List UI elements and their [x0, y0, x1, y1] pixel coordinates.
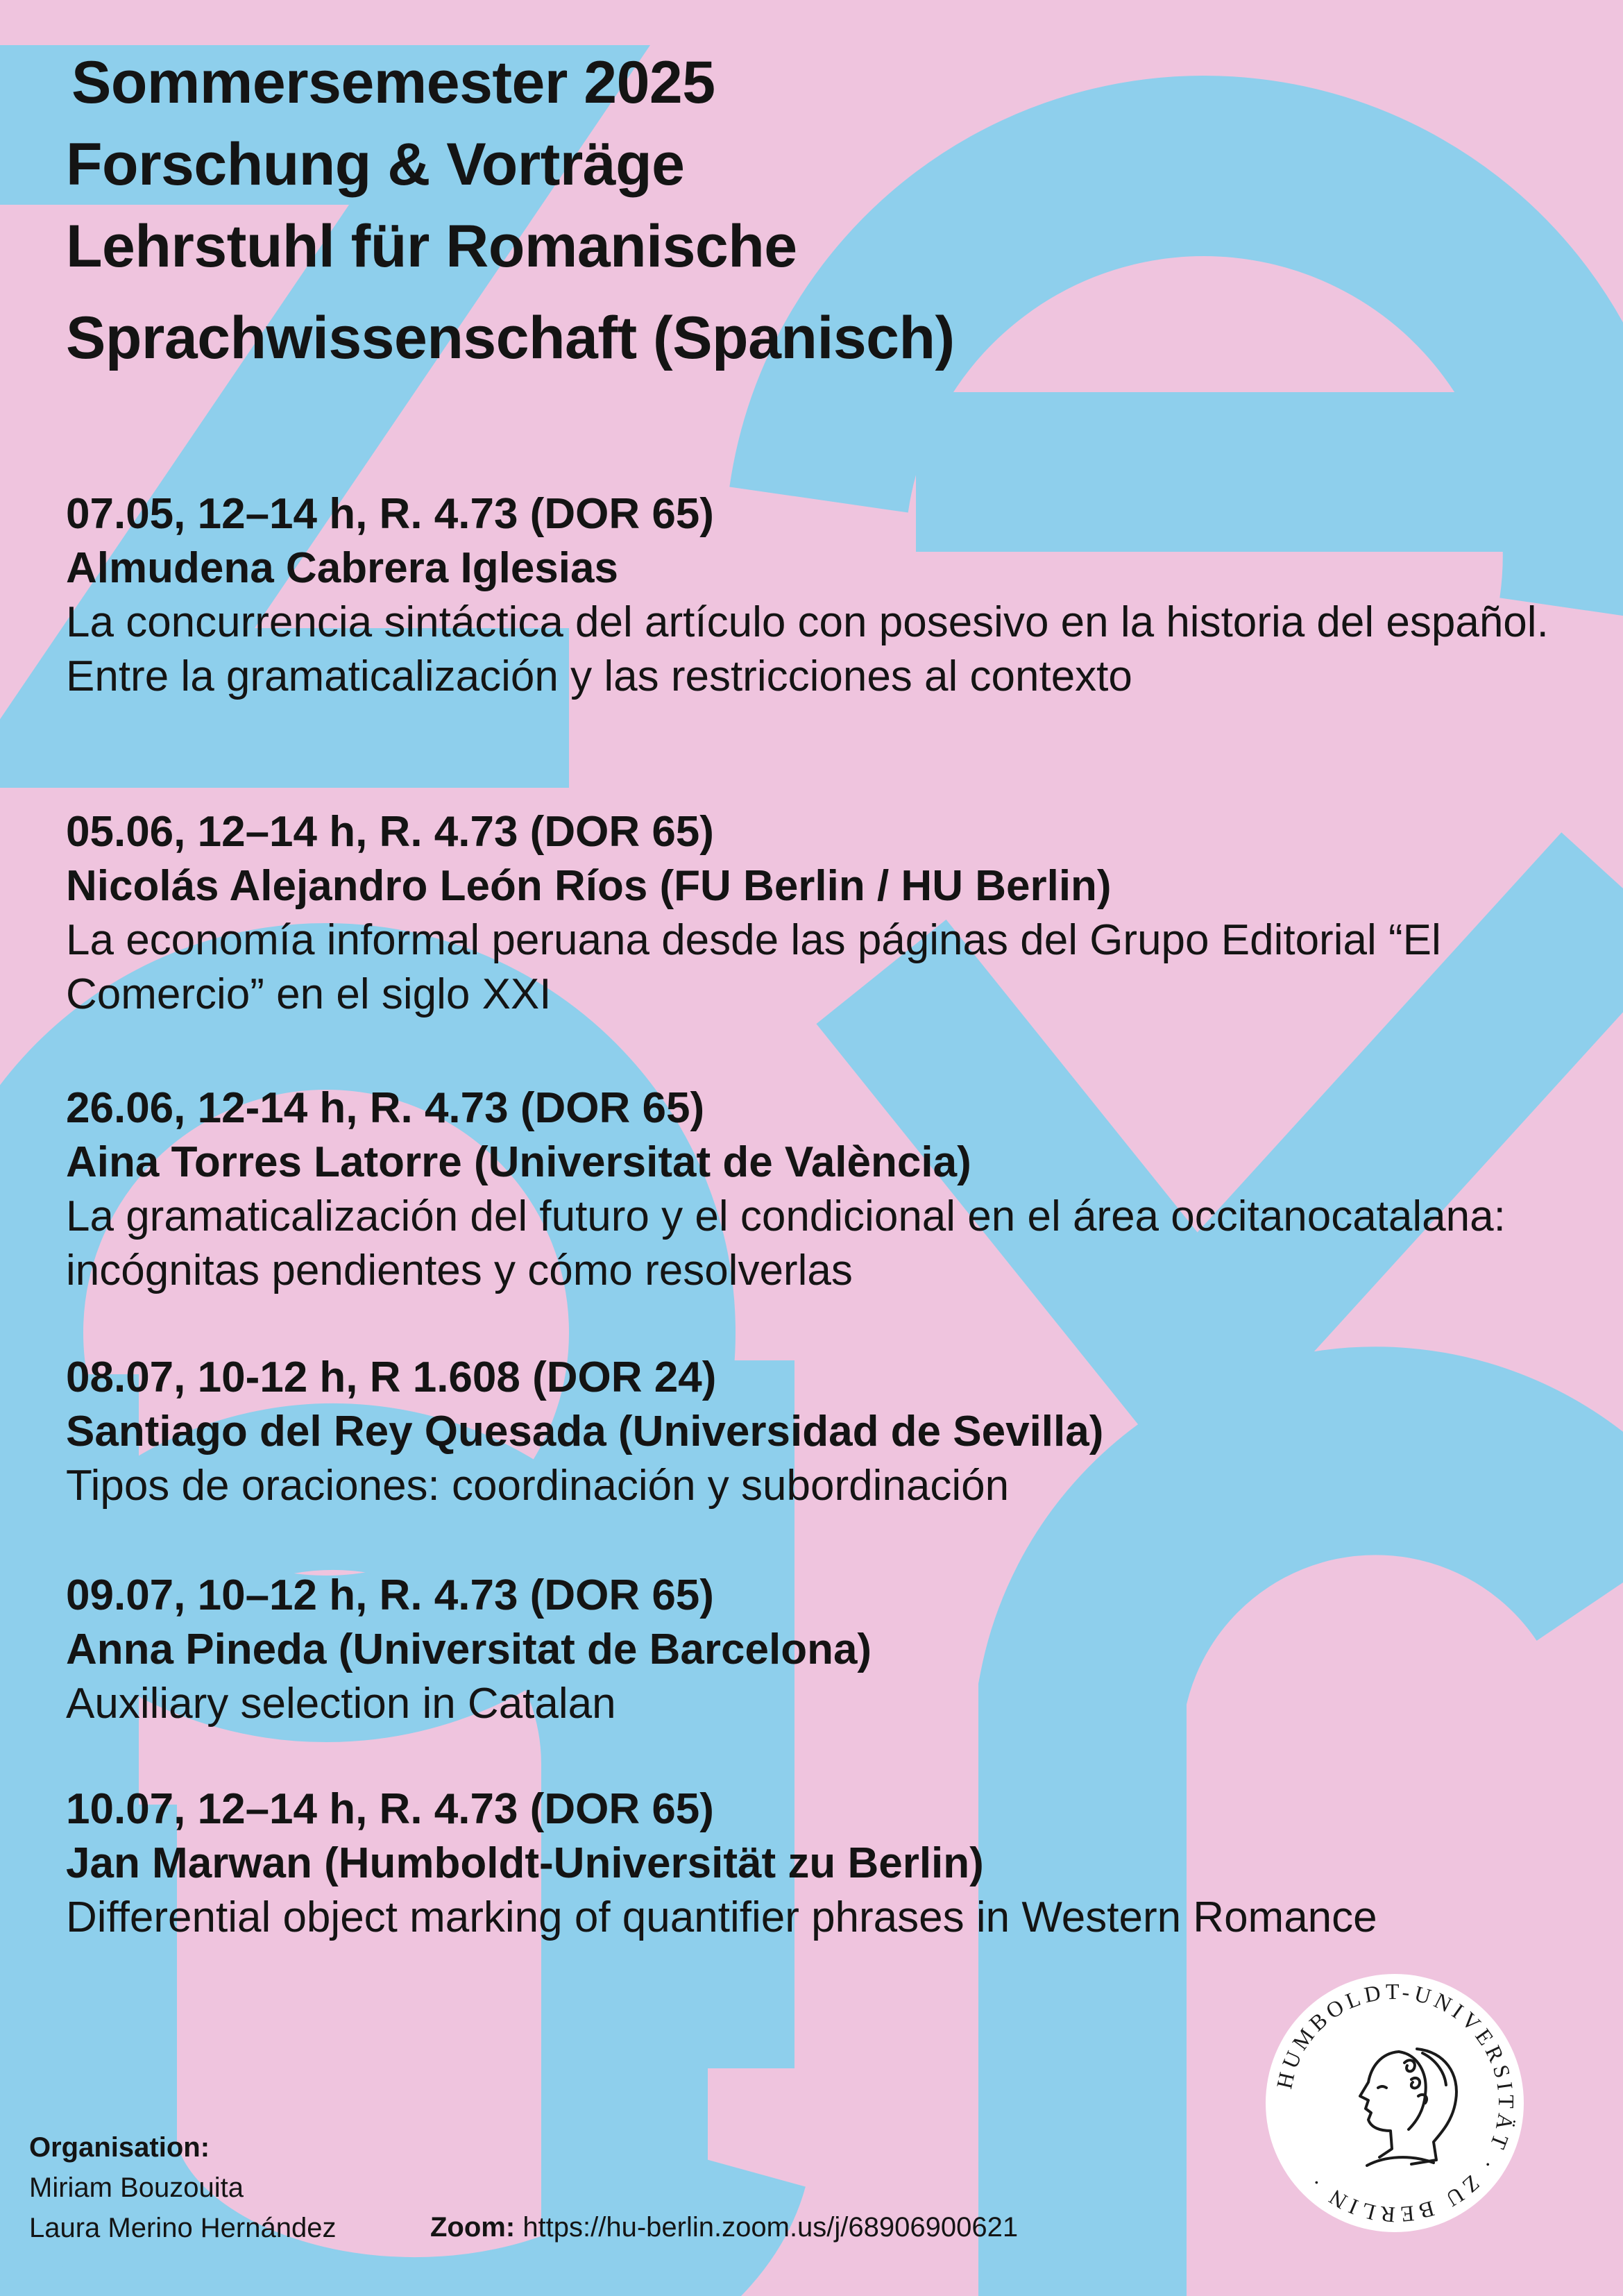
- university-seal: [1263, 1971, 1527, 2235]
- event-item: [66, 805, 1579, 1022]
- event-date-room: 09.07, 10–12 h, R. 4.73 (DOR 65): [66, 1571, 714, 1619]
- event-speaker: Almudena Cabrera Iglesias: [66, 544, 618, 592]
- event-item: [66, 487, 1579, 704]
- event-item: [66, 1569, 1579, 1731]
- event-talk-title: La economía informal peruana desde las páginas del Grupo Editorial “El Comercio” en el siglo XXI: [66, 916, 1441, 1018]
- event-date-room: 07.05, 12–14 h, R. 4.73 (DOR 65): [66, 490, 714, 538]
- event-date-room: 05.06, 12–14 h, R. 4.73 (DOR 65): [66, 808, 714, 856]
- chair-title-line2: Sprachwissenschaft (Spanisch): [66, 305, 955, 371]
- organiser-name: Miriam Bouzouita: [29, 2172, 244, 2203]
- seal-inscription: HUMBOLDT-UNIVERSITÄT · ZU BERLIN ·: [1271, 1978, 1520, 2228]
- series-title: Forschung & Vorträge: [66, 131, 685, 198]
- zoom-link[interactable]: https://hu-berlin.zoom.us/j/68906900621: [522, 2212, 1019, 2243]
- organisation-block: [29, 2127, 336, 2248]
- event-date-room: 08.07, 10-12 h, R 1.608 (DOR 24): [66, 1353, 717, 1401]
- event-talk-title: Differential object marking of quantifier phrases in Western Romance: [66, 1893, 1377, 1941]
- semester-title: Sommersemester 2025: [71, 49, 715, 116]
- event-speaker: Nicolás Alejandro León Ríos (FU Berlin / HU Berlin): [66, 862, 1112, 910]
- poster-title: [66, 42, 955, 379]
- zoom-label: Zoom:: [430, 2212, 516, 2243]
- event-speaker: Aina Torres Latorre (Universitat de València): [66, 1138, 971, 1186]
- organisation-label: Organisation:: [29, 2132, 210, 2163]
- event-date-room: 10.07, 12–14 h, R. 4.73 (DOR 65): [66, 1785, 714, 1833]
- zoom-info: [430, 2207, 1018, 2247]
- event-talk-title: Tipos de oraciones: coordinación y subordinación: [66, 1462, 1010, 1510]
- event-talk-title: Auxiliary selection in Catalan: [66, 1680, 616, 1728]
- event-talk-title: La gramaticalización del futuro y el condicional en el área occitanocatalana: incógnitas pendientes y cómo resolverlas: [66, 1192, 1506, 1294]
- event-date-room: 26.06, 12-14 h, R. 4.73 (DOR 65): [66, 1084, 705, 1132]
- chair-title-line1: Lehrstuhl für Romanische: [66, 213, 797, 280]
- event-talk-title: La concurrencia sintáctica del artículo con posesivo en la historia del español. Entre la gramaticalización y las restricciones al contexto: [66, 598, 1549, 700]
- event-item: [66, 1081, 1579, 1298]
- organiser-name: Laura Merino Hernández: [29, 2213, 337, 2243]
- event-speaker: Santiago del Rey Quesada (Universidad de Sevilla): [66, 1408, 1104, 1455]
- event-speaker: Anna Pineda (Universitat de Barcelona): [66, 1626, 872, 1673]
- event-item: [66, 1782, 1579, 1945]
- event-item: [66, 1351, 1579, 1513]
- event-speaker: Jan Marwan (Humboldt-Universität zu Berlin): [66, 1839, 984, 1887]
